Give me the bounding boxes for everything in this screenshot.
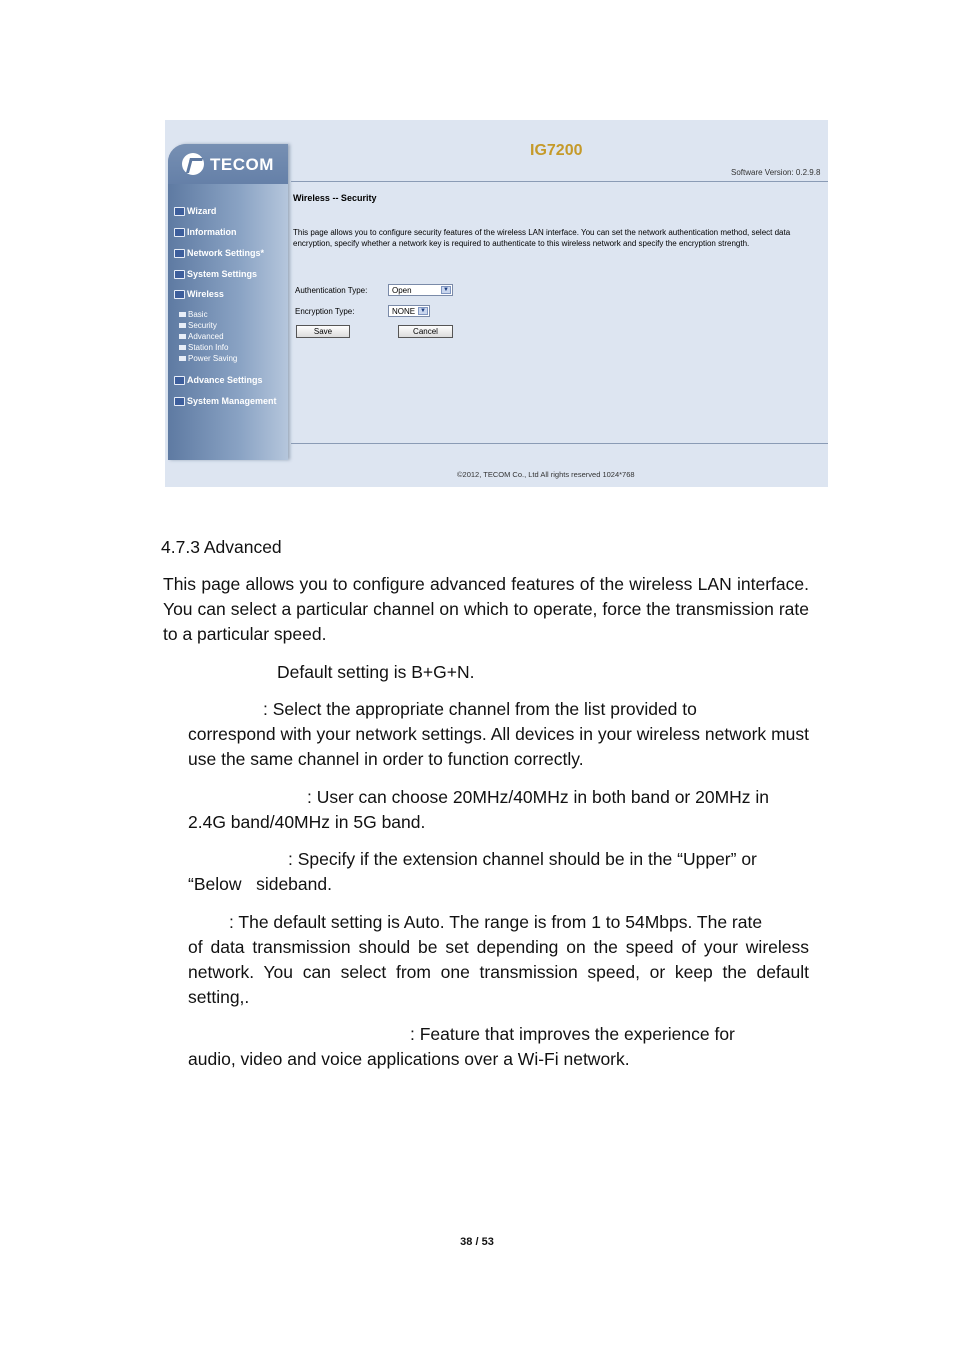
folder-icon [174,207,185,216]
sideband-line-1: : Specify if the extension channel should be in the “Upper” or [288,849,757,869]
encryption-type-label: Encryption Type: [295,307,355,316]
folder-icon [174,228,185,237]
page-icon [179,356,186,361]
auth-type-select[interactable]: Open ▼ [388,284,453,296]
wmm-line-2: audio, video and voice applications over a Wi-Fi network. [188,1049,630,1069]
rate-line-1: : The default setting is Auto. The range is from 1 to 54Mbps. The rate [229,912,763,932]
nav-wizard[interactable]: Wizard [174,206,216,216]
page-icon [179,345,186,350]
rate-description: of data transmission should be set depending on the speed of your wireless network. You can select from one transmission speed, or keep the default setting,. [188,937,809,1007]
encryption-type-select[interactable]: NONE ▼ [388,305,430,317]
folder-open-icon [174,290,185,299]
sidebar [168,144,288,460]
nav-wireless[interactable]: Wireless [174,289,224,299]
nav-wireless-basic[interactable]: Basic [179,310,208,319]
logo-area [168,144,288,184]
chevron-down-icon: ▼ [418,307,428,315]
header-divider [291,181,828,182]
nav-system-settings[interactable]: System Settings [174,269,257,279]
page-title: Wireless -- Security [293,193,377,203]
nav-wireless-station-info[interactable]: Station Info [179,343,228,352]
cancel-button[interactable]: Cancel [398,325,453,338]
folder-icon [174,376,185,385]
auth-type-label: Authentication Type: [295,286,368,295]
nav-network-settings[interactable]: Network Settings* [174,248,264,258]
channel-line-1: : Select the appropriate channel from the list provided to [263,699,697,719]
page-description: This page allows you to configure security features of the wireless LAN interface. You can set the network authentication method, select data encryption, specify whether a network key is required to authenticate to this wireless network and specify the encryption strength. [293,228,791,248]
router-screenshot [165,120,828,487]
chevron-down-icon: ▼ [441,286,451,294]
page-icon [179,312,186,317]
page-number: 38 / 53 [460,1236,494,1248]
nav-system-management[interactable]: System Management [174,396,277,406]
folder-icon [174,270,185,279]
section-heading: 4.7.3 Advanced [161,537,282,557]
nav-information[interactable]: Information [174,227,237,237]
folder-icon [174,249,185,258]
nav-wireless-security[interactable]: Security [179,321,217,330]
copyright: ©2012, TECOM Co., Ltd All rights reserved 1024*768 [457,470,635,479]
channel-description: correspond with your network settings. All devices in your wireless network must use the same channel in order to function correctly. [188,724,809,769]
default-setting: Default setting is B+G+N. [277,662,475,682]
save-button[interactable]: Save [296,325,350,338]
folder-icon [174,397,185,406]
bandwidth-line-2: 2.4G band/40MHz in 5G band. [188,812,426,832]
footer-divider [291,443,828,444]
tecom-logo-icon [182,153,204,175]
wmm-line-1: : Feature that improves the experience for [410,1024,735,1044]
bandwidth-line-1: : User can choose 20MHz/40MHz in both band or 20MHz in [307,787,770,807]
nav-wireless-power-saving[interactable]: Power Saving [179,354,237,363]
product-name: IG7200 [530,142,583,159]
logo-text: TECOM [210,155,274,174]
nav-advance-settings[interactable]: Advance Settings [174,375,263,385]
software-version: Software Version: 0.2.9.8 [731,168,821,177]
page-icon [179,323,186,328]
page-icon [179,334,186,339]
sideband-line-2: “Below sideband. [188,874,332,894]
nav-wireless-advanced[interactable]: Advanced [179,332,224,341]
intro-paragraph: This page allows you to configure advanced features of the wireless LAN interface. You can select a particular channel on which to operate, force the transmission rate to a particular speed. [163,574,809,644]
